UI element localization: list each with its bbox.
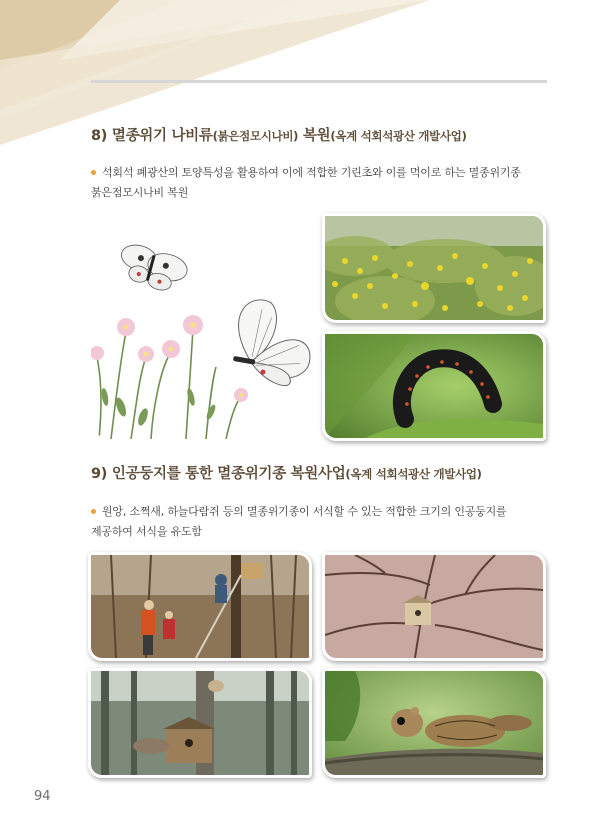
yellow-flowers-photo: [322, 213, 546, 323]
squirrel-nestbox-photo: [88, 668, 312, 778]
section-9-bullet: [91, 502, 551, 542]
section-8-bullet: [91, 163, 551, 203]
bullet-dot-icon: [91, 509, 96, 514]
section-8-title-sub: (옥계 석회석광산 개발사업): [330, 129, 467, 143]
section-8-title: [91, 124, 467, 145]
flying-squirrel-photo: [322, 668, 546, 778]
section-9-title-main: 9) 인공둥지를 통한 멸종위기종 복원사업: [91, 466, 346, 482]
section-8-bullet-line2: 붉은점모시나비 복원: [91, 186, 189, 199]
section-8-bullet-line1: 석회석 폐광산의 토양특성을 활용하여 이에 적합한 기린초와 이를 먹이로 하는 멸종위기종: [102, 166, 521, 179]
section-8-title-main: 8) 멸종위기 나비류: [91, 128, 213, 144]
section-9-bullet-line1: 원앙, 소쩍새, 하늘다람쥐 등의 멸종위기종이 서식할 수 있는 적합한 크기의 인공둥지를: [102, 505, 507, 518]
section-9-title: [91, 462, 482, 483]
caterpillar-photo: [322, 331, 546, 441]
section-9-bullet-line2: 제공하여 서식을 유도함: [91, 525, 202, 538]
nest-box-tree-photo: [322, 552, 546, 661]
top-rule: [91, 80, 547, 83]
butterfly-illustration: [88, 214, 314, 442]
nest-installation-photo: [88, 552, 312, 661]
section-8-title-tail: 복원: [298, 128, 331, 144]
section-8-title-paren: (붉은점모시나비): [212, 129, 299, 143]
section-9-title-sub: (옥계 석회석광산 개발사업): [345, 467, 482, 481]
page-number: 94: [34, 789, 51, 804]
bullet-dot-icon: [91, 170, 96, 175]
